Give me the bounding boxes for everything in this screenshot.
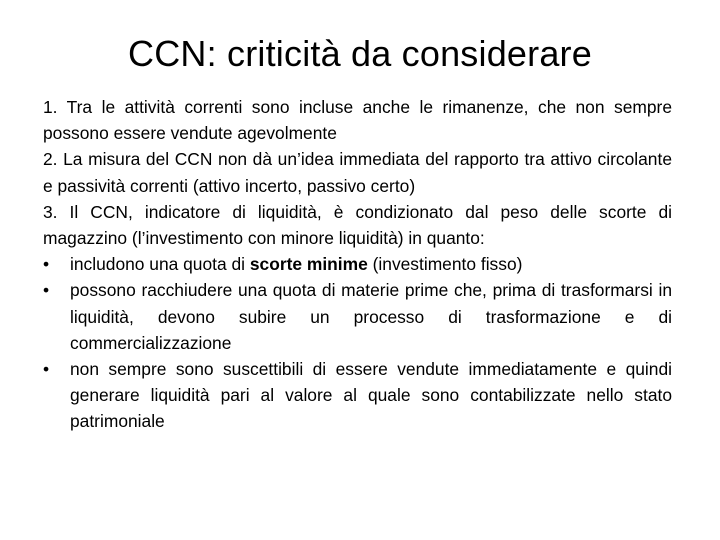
point-2: 2. La misura del CCN non dà un’idea immediata del rapporto tra attivo circolante e passività correnti (attivo incerto, passivo certo): [43, 149, 672, 196]
point-1: 1. Tra le attività correnti sono incluse anche le rimanenze, che non sempre possono essere vendute agevolmente: [43, 97, 672, 144]
bullet-icon: •: [43, 254, 50, 275]
bullet-icon: •: [43, 280, 50, 301]
bullet-text: includono una quota di: [70, 254, 250, 275]
point-3: 3. Il CCN, indicatore di liquidità, è condizionato dal peso delle scorte di magazzino (l’investimento con minore liquidità) in quanto:: [43, 201, 672, 249]
bullet-text: non sempre sono suscettibili di essere vendute immediatamente e quindi generare liquidità pari al valore al quale sono contabilizzate nello stato patrimoniale: [70, 359, 672, 432]
bullet-text: (investimento fisso): [367, 254, 523, 275]
slide-title: CCN: criticità da considerare: [128, 33, 592, 74]
bullet-item-materie-prime: [43, 277, 672, 356]
bullet-icon: •: [43, 359, 50, 380]
bullet-bold-text: scorte minime: [249, 254, 368, 275]
slide-body: [43, 94, 672, 435]
bullet-text: possono racchiudere una quota di materie prime che, prima di trasformarsi in liquidità, devono subire un processo di trasformazione e di commercializzazione: [70, 280, 672, 353]
bullet-item-vendute: [43, 356, 672, 435]
bullet-list: [43, 251, 672, 434]
bullet-item-scorte-minime: [43, 251, 672, 277]
